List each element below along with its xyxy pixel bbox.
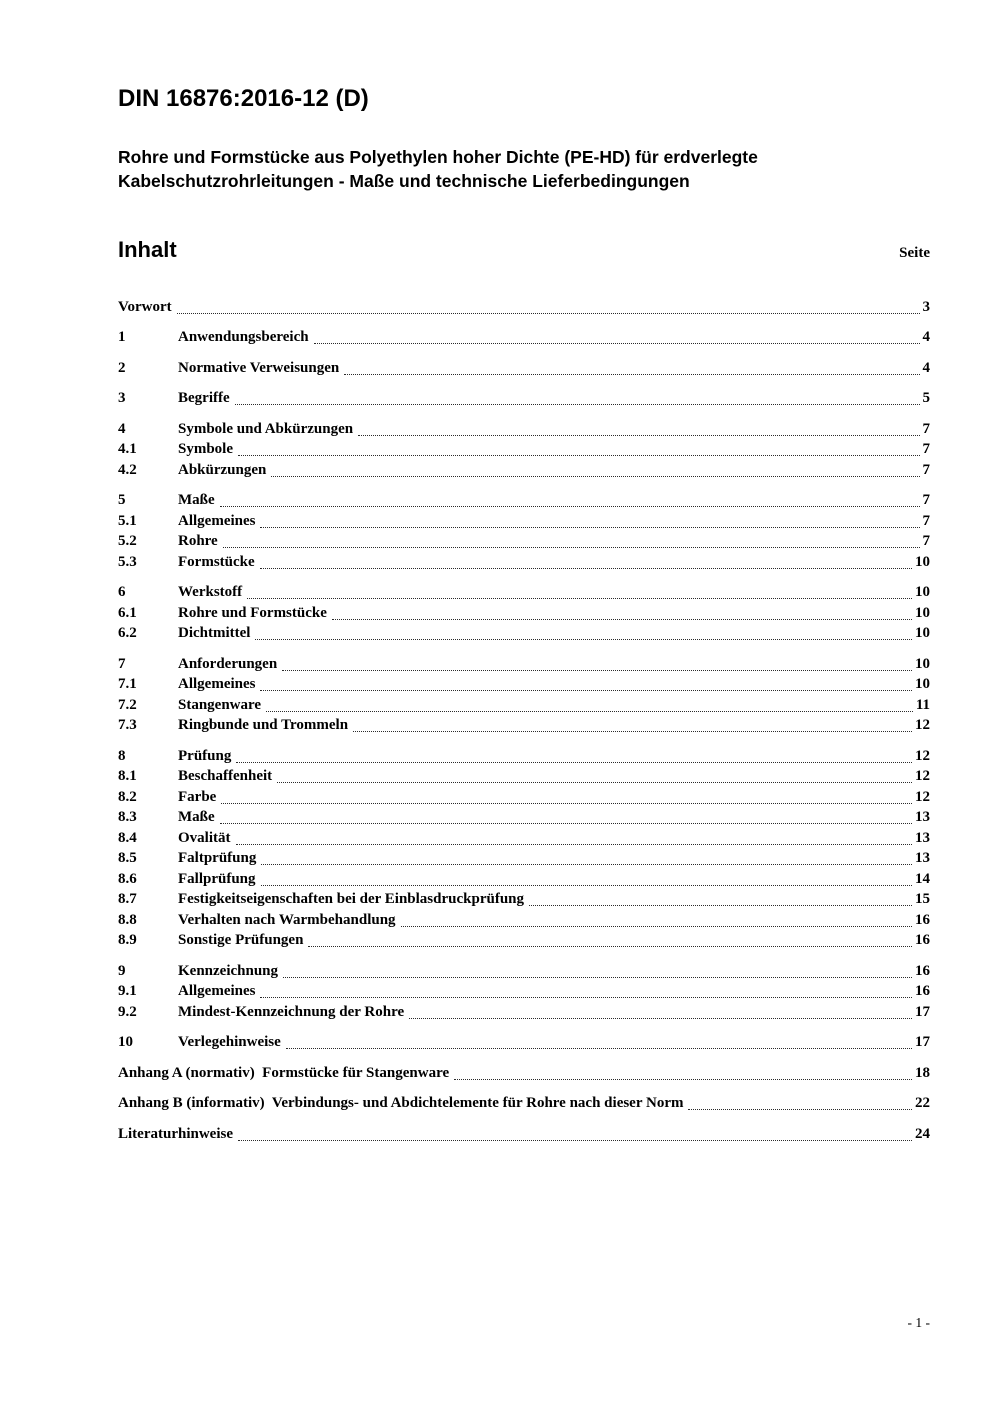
toc-dotted-leader (401, 926, 912, 927)
toc-entry-number: 4.1 (118, 441, 137, 458)
toc-entry-page: 7 (922, 420, 930, 437)
toc-entry-number: 4.2 (118, 461, 137, 478)
toc-entry-page: 7 (922, 492, 930, 509)
toc-entry-title: Ringbunde und Trommeln (178, 717, 349, 734)
toc-entry (118, 654, 930, 675)
toc-dotted-leader (261, 864, 912, 865)
toc-dotted-leader (454, 1079, 912, 1080)
toc-dotted-leader (358, 435, 919, 436)
toc-entry (118, 981, 930, 1002)
toc-entry (118, 889, 930, 910)
toc-entry-page: 17 (915, 1003, 930, 1020)
toc-entry-title: Verhalten nach Warmbehandlung (178, 911, 396, 928)
toc-entry (118, 1002, 930, 1023)
toc-entry-number: 6.1 (118, 604, 137, 621)
toc-entry (118, 552, 930, 573)
toc-entry-title: Allgemeines (178, 512, 256, 529)
toc-entry (118, 848, 930, 869)
toc-group (118, 1063, 930, 1084)
toc-entry (118, 869, 930, 890)
toc-entry (118, 807, 930, 828)
toc-entry-title: Werkstoff (178, 584, 243, 601)
toc-entry-title: Symbole und Abkürzungen (178, 420, 354, 437)
toc-entry-title: Normative Verweisungen (178, 359, 340, 376)
toc-entry-page: 10 (915, 553, 930, 570)
toc-entry-page: 17 (915, 1034, 930, 1051)
toc-entry (118, 961, 930, 982)
toc-dotted-leader (308, 946, 912, 947)
toc-entry-number: 5.2 (118, 533, 137, 550)
toc-group (118, 1093, 930, 1114)
toc-entry-title: Literaturhinweise (118, 1125, 233, 1142)
toc-entry-number: 8.4 (118, 829, 137, 846)
toc-entry-number: 7.2 (118, 696, 137, 713)
toc-entry (118, 1063, 930, 1084)
toc-entry (118, 1093, 930, 1114)
toc-entry-page: 14 (915, 870, 930, 887)
toc-entry (118, 828, 930, 849)
toc-group (118, 297, 930, 318)
toc-dotted-leader (332, 619, 912, 620)
toc-entry-page: 16 (915, 932, 930, 949)
toc-dotted-leader (235, 404, 920, 405)
toc-entry-number: 9 (118, 962, 126, 979)
toc-dotted-leader (255, 639, 912, 640)
toc-entry (118, 787, 930, 808)
toc-entry (118, 715, 930, 736)
toc-entry-number: 8.2 (118, 788, 137, 805)
toc-group (118, 419, 930, 481)
toc-entry-title: Maße (178, 492, 215, 509)
doc-number: DIN 16876:2016-12 (D) (118, 85, 369, 112)
toc-entry-page: 11 (915, 696, 930, 713)
toc-entry-number: 5.1 (118, 512, 137, 529)
toc-entry-page: 13 (915, 850, 930, 867)
toc-dotted-leader (238, 455, 919, 456)
toc-entry-number: 5 (118, 492, 126, 509)
toc-entry (118, 297, 930, 318)
toc-entry-number: 10 (118, 1034, 133, 1051)
toc-entry-title: Prüfung (178, 747, 232, 764)
toc-entry-title: Anforderungen (178, 655, 278, 672)
toc-dotted-leader (261, 885, 912, 886)
toc-entry-page: 7 (922, 512, 930, 529)
toc-entry (118, 623, 930, 644)
toc-entry-number: 8.5 (118, 850, 137, 867)
page-column-label: Seite (899, 244, 930, 261)
toc-dotted-leader (221, 803, 912, 804)
toc-entry (118, 695, 930, 716)
toc-entry (118, 490, 930, 511)
toc-dotted-leader (177, 313, 920, 314)
toc-entry (118, 1032, 930, 1053)
toc-entry-title: Festigkeitseigenschaften bei der Einblasdruckprüfung (178, 891, 525, 908)
toc-entry-title: Beschaffenheit (178, 768, 273, 785)
toc-entry-title: Formstücke (178, 553, 255, 570)
toc-dotted-leader (271, 476, 919, 477)
toc-entry (118, 460, 930, 481)
toc-entry-page: 16 (915, 983, 930, 1000)
toc-dotted-leader (260, 997, 912, 998)
toc-entry-number: 9.1 (118, 983, 137, 1000)
toc-entry (118, 910, 930, 931)
toc-dotted-leader (286, 1048, 912, 1049)
toc-entry-page: 10 (915, 655, 930, 672)
toc-group (118, 327, 930, 348)
toc-entry (118, 746, 930, 767)
toc-entry-number: 8.1 (118, 768, 137, 785)
toc-entry (118, 358, 930, 379)
toc-entry-page: 10 (915, 676, 930, 693)
toc-group (118, 358, 930, 379)
toc-entry-title: Anhang A (normativ) Formstücke für Stangenware (118, 1064, 450, 1081)
toc-group (118, 388, 930, 409)
toc-dotted-leader (223, 547, 920, 548)
toc-entry-number: 2 (118, 359, 126, 376)
toc-entry-number: 8.8 (118, 911, 137, 928)
toc-group (118, 582, 930, 644)
toc-entry-page: 12 (915, 717, 930, 734)
toc-entry-number: 6.2 (118, 625, 137, 642)
toc-entry-page: 10 (915, 604, 930, 621)
toc-entry-page: 18 (915, 1064, 930, 1081)
toc-dotted-leader (529, 905, 912, 906)
toc-entry-number: 8 (118, 747, 126, 764)
toc-dotted-leader (260, 568, 912, 569)
toc-dotted-leader (282, 670, 912, 671)
toc-entry-title: Rohre und Formstücke (178, 604, 327, 621)
toc-group (118, 961, 930, 1023)
toc-dotted-leader (238, 1140, 912, 1141)
toc-group (118, 490, 930, 572)
toc-entry-page: 7 (922, 461, 930, 478)
toc-entry (118, 582, 930, 603)
toc-entry-title: Allgemeines (178, 983, 256, 1000)
toc-entry-page: 3 (922, 298, 930, 315)
toc-entry-title: Dichtmittel (178, 625, 251, 642)
toc-entry-page: 22 (915, 1095, 930, 1112)
toc-dotted-leader (260, 527, 919, 528)
toc-entry-title: Maße (178, 809, 215, 826)
toc-entry-page: 10 (915, 625, 930, 642)
toc-dotted-leader (277, 782, 912, 783)
toc-entry-number: 1 (118, 329, 126, 346)
toc-entry-title: Anwendungsbereich (178, 329, 309, 346)
toc-entry-number: 3 (118, 390, 126, 407)
toc-entry (118, 766, 930, 787)
toc-entry-title: Vorwort (118, 298, 172, 315)
toc-entry (118, 439, 930, 460)
toc-entry (118, 388, 930, 409)
toc-entry-number: 8.6 (118, 870, 137, 887)
toc-dotted-leader (409, 1018, 912, 1019)
toc-heading: Inhalt (118, 236, 177, 262)
toc-entry-page: 24 (915, 1125, 930, 1142)
toc-entry-title: Anhang B (informativ) Verbindungs- und Abdichtelemente für Rohre nach dieser Norm (118, 1095, 684, 1112)
toc-entry-number: 8.7 (118, 891, 137, 908)
toc-entry-title: Ovalität (178, 829, 231, 846)
toc-entry-title: Abkürzungen (178, 461, 267, 478)
toc-entry-number: 4 (118, 420, 126, 437)
toc-entry-page: 16 (915, 911, 930, 928)
doc-subtitle: Rohre und Formstücke aus Polyethylen hoher Dichte (PE-HD) für erdverlegte Kabelschutzrohrleitungen - Maße und technische Lieferbedingungen (118, 147, 758, 191)
toc-entry-number: 5.3 (118, 553, 137, 570)
toc-group (118, 654, 930, 736)
toc-entry-page: 15 (915, 891, 930, 908)
toc-entry-number: 9.2 (118, 1003, 137, 1020)
toc-entry-page: 12 (915, 788, 930, 805)
toc-group (118, 1032, 930, 1053)
toc-dotted-leader (688, 1109, 912, 1110)
toc-entry-title: Kennzeichnung (178, 962, 279, 979)
toc-entry-number: 7.1 (118, 676, 137, 693)
toc-entry-page: 10 (915, 584, 930, 601)
toc-entry-title: Verlegehinweise (178, 1034, 281, 1051)
toc-entry-number: 8.3 (118, 809, 137, 826)
toc-entry-page: 16 (915, 962, 930, 979)
toc-entry-page: 12 (915, 768, 930, 785)
toc-entry (118, 511, 930, 532)
toc-entry-number: 6 (118, 584, 126, 601)
toc-entry (118, 531, 930, 552)
toc-dotted-leader (247, 598, 912, 599)
toc-group (118, 1124, 930, 1145)
toc-entry-title: Mindest-Kennzeichnung der Rohre (178, 1003, 405, 1020)
toc-entry-page: 13 (915, 829, 930, 846)
toc-entry-page: 4 (922, 359, 930, 376)
toc-entry-number: 8.9 (118, 932, 137, 949)
toc-dotted-leader (220, 506, 920, 507)
toc-entry (118, 1124, 930, 1145)
toc-entry-page: 7 (922, 441, 930, 458)
toc-dotted-leader (266, 711, 913, 712)
toc-dotted-leader (260, 690, 912, 691)
toc-dotted-leader (344, 374, 919, 375)
toc-entry-page: 5 (922, 390, 930, 407)
toc-dotted-leader (283, 977, 912, 978)
toc-entry-page: 12 (915, 747, 930, 764)
toc-dotted-leader (236, 762, 912, 763)
toc-entry-title: Fallprüfung (178, 870, 256, 887)
toc-group (118, 746, 930, 951)
toc-entry-number: 7.3 (118, 717, 137, 734)
toc-entry (118, 674, 930, 695)
toc-dotted-leader (236, 844, 913, 845)
toc-entry-title: Symbole (178, 441, 234, 458)
toc-entry-page: 13 (915, 809, 930, 826)
toc-entry-title: Begriffe (178, 390, 230, 407)
toc-entry-title: Stangenware (178, 696, 262, 713)
toc-entry-title: Rohre (178, 533, 218, 550)
toc-dotted-leader (220, 823, 912, 824)
toc-entry-title: Allgemeines (178, 676, 256, 693)
toc-entry-title: Farbe (178, 788, 217, 805)
toc-entry (118, 603, 930, 624)
toc-entry-title: Sonstige Prüfungen (178, 932, 304, 949)
toc-list (118, 297, 930, 1145)
toc-header (118, 237, 930, 263)
toc-entry-number: 7 (118, 655, 126, 672)
toc-dotted-leader (353, 731, 912, 732)
toc-entry (118, 930, 930, 951)
toc-entry-page: 7 (922, 533, 930, 550)
page-number-footer: - 1 - (907, 1315, 930, 1330)
toc-entry-title: Faltprüfung (178, 850, 257, 867)
toc-entry (118, 327, 930, 348)
toc-dotted-leader (314, 343, 920, 344)
toc-entry (118, 419, 930, 440)
toc-entry-page: 4 (922, 329, 930, 346)
